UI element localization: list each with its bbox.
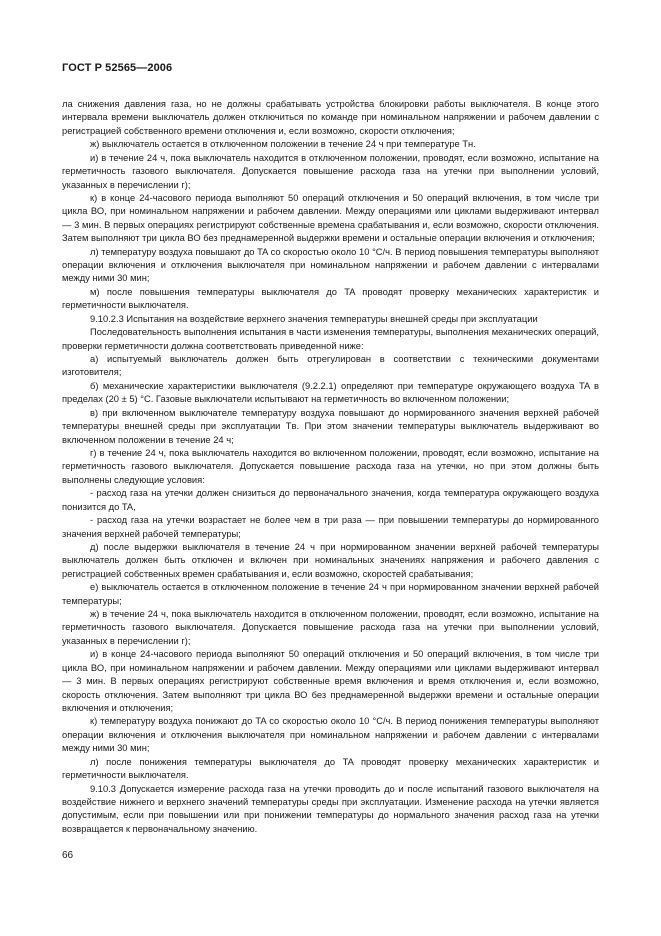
paragraph: г) в течение 24 ч, пока выключатель находится во включенном положении, проводят, если возможно, испытание на герметичность газового выключателя. Допускается повышение расхода газа на утечки, но при этом должны быть выполнены следующие условия: [62, 447, 599, 485]
page-number: 66 [62, 850, 74, 861]
paragraph: а) испытуемый выключатель должен быть отрегулирован в соответствии с техническими документами изготовителя; [62, 354, 599, 378]
paragraph: - расход газа на утечки возрастает не более чем в три раза — при повышении температуры до нормированного значения верхней рабочей температуры; [62, 515, 599, 539]
paragraph: - расход газа на утечки должен снизиться до первоначального значения, когда температура окружающего воздуха понизится до TA, [62, 488, 599, 512]
paragraph: д) после выдержки выключателя в течение 24 ч при нормированном значении верхней рабочей температуры выключатель должен быть отключен и включен при номинальных значениях напряжения и рабочего давления с регистрацией собственных времен срабатывания и, если возможно, скоростей срабатывания; [62, 541, 599, 579]
paragraph: ж) в течение 24 ч, пока выключатель находится в отключенном положении, проводят, если возможно, испытание на герметичность газового выключателя. Допускается повышение расхода газа на утечки при выполнении условий, указанных в перечислении г); [62, 609, 599, 646]
paragraph: ж) выключатель остается в отключенном положении в течение 24 ч при температуре Tн. [90, 139, 476, 150]
paragraph: в) при включенном выключателе температуру воздуха повышают до нормированного значения верхней рабочей температуры внешней среды при эксплуатации Tв. При этом значении температуры выключатель выдерживают во включенном положении в течение 24 ч; [62, 407, 599, 445]
paragraph: л) температуру воздуха повышают до TA со скоростью около 10 °С/ч. В период повышения температуры выполняют операции включения и отключения выключателя при номинальном напряжении и рабочем давлении с интервалами между ними 30 мин; [62, 246, 599, 284]
paragraph: и) в течение 24 ч, пока выключатель находится в отключенном положении, проводят, если возможно, испытание на герметичность газового выключателя. Допускается повышение расхода газа на утечки при выполнении условий, указанных в перечислении г); [62, 152, 599, 190]
paragraph: к) в конце 24-часового периода выполняют 50 операций отключения и 50 операций включения, в том числе три цикла ВО, при номинальном напряжении и рабочем давлении. Между операциями или циклами выдерживают интервал — 3 мин. В первых операциях регистрируют собственные времена срабатывания и, если возможно, скорости отключения. Затем выполняют три цикла ВО без преднамеренной выдержки времени и остальные операции включения и отключения; [62, 192, 599, 244]
paragraph: 9.10.2.3 Испытания на воздействие верхнего значения температуры внешней среды при эксплуатации [90, 313, 538, 324]
paragraph: ла снижения давления газа, но не должны срабатывать устройства блокировки работы выключателя. В конце этого интервала времени выключатель должен отключиться по команде при номинальном напряжении и рабочем давлении с регистрацией собственного времени отключения и, если возможно, скорости отключения; [62, 99, 599, 136]
paragraph: Последовательность выполнения испытания в части изменения температуры, выполнения механических операций, проверки герметичности должна соответствовать приведенной ниже: [62, 327, 599, 351]
document-body [62, 98, 599, 836]
paragraph: 9.10.3 Допускается измерение расхода газа на утечки проводить до и после испытаний газового выключателя на воздействие нижнего и верхнего значений температуры среды при эксплуатации. Изменение расхода на утечки является допустимым, если при повышении или при понижении температуры до нормального значения расход газа на утечки возвращается к первоначальному значению. [62, 783, 599, 834]
paragraph: е) выключатель остается в отключенном положение в течение 24 ч при нормированном значении верхней рабочей температуры; [62, 582, 599, 606]
document-header: ГОСТ Р 52565—2006 [62, 62, 173, 74]
paragraph: л) после понижения температуры выключателя до TA проводят проверку механических характеристик и герметичности выключателя. [62, 756, 599, 781]
paragraph: и) в конце 24-часового периода выполняют 50 операций отключения и 50 операций включения, в том числе три цикла ВО, при номинальном напряжении и рабочем давлении. Между операциями или циклами выдерживают интервал — 3 мин. В первых операциях регистрируют собственные время включения и время отключения и, если возможно, скорость отключения. Затем выполняют три цикла ВО без преднамеренной выдержки времени и остальные операции включения и отключения; [62, 649, 599, 713]
paragraph: к) температуру воздуха понижают до TA со скоростью около 10 °С/ч. В период понижения температуры выполняют операции включения и отключения выключателя при номинальном напряжении и рабочем давлении с интервалами между ними 30 мин; [62, 716, 599, 754]
paragraph: б) механические характеристики выключателя (9.2.2.1) определяют при температуре окружающего воздуха TA в пределах (20 ± 5) °С. Газовые выключатели испытывают на герметичность во включенном положении; [62, 380, 599, 405]
paragraph: м) после повышения температуры выключателя до TA проводят проверку механических характеристик и герметичности выключателя. [62, 286, 599, 311]
